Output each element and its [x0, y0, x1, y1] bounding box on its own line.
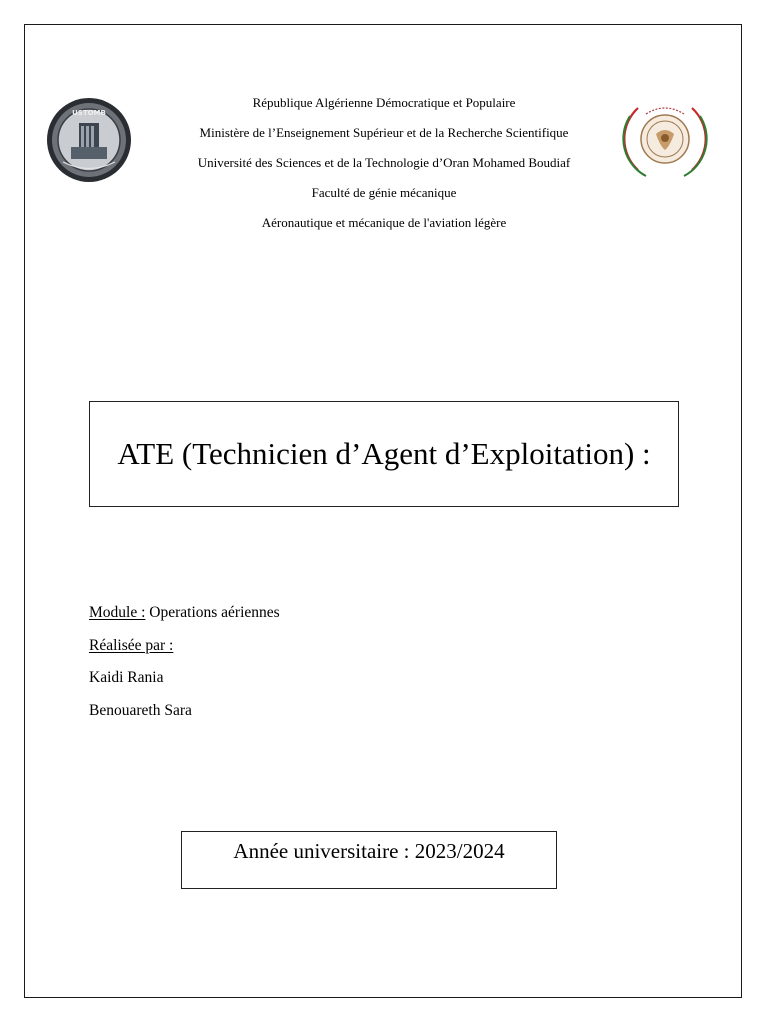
header-line-department: Aéronautique et mécanique de l'aviation légère: [261, 215, 507, 230]
academic-year: Année universitaire : 2023/2024: [233, 839, 505, 863]
title-box: [89, 401, 679, 507]
module-value: Operations aériennes: [145, 604, 280, 621]
realisee-par-label: Réalisée par :: [89, 636, 174, 654]
author-name: Kaidi Rania: [89, 669, 164, 686]
document-title: ATE (Technicien d’Agent d’Exploitation) :: [117, 436, 651, 471]
institution-header: [160, 88, 608, 238]
author-name: Benouareth Sara: [89, 701, 192, 719]
header-line-ministry: Ministère de l’Enseignement Supérieur et de la Recherche Scientifique: [199, 125, 569, 140]
header-line-republic: République Algérienne Démocratique et Populaire: [252, 95, 516, 110]
module-label: Module :: [89, 604, 146, 621]
ministry-emblem-logo: [616, 90, 714, 188]
university-seal-logo: [46, 97, 132, 183]
university-logo-text: USTOMB: [72, 109, 106, 117]
header-line-university: Université des Sciences et de la Technologie d’Oran Mohamed Boudiaf: [197, 155, 571, 170]
academic-year-box: [181, 831, 557, 889]
info-block: [89, 597, 280, 727]
header-line-faculty: Faculté de génie mécanique: [311, 185, 457, 200]
module-line: [89, 597, 280, 630]
